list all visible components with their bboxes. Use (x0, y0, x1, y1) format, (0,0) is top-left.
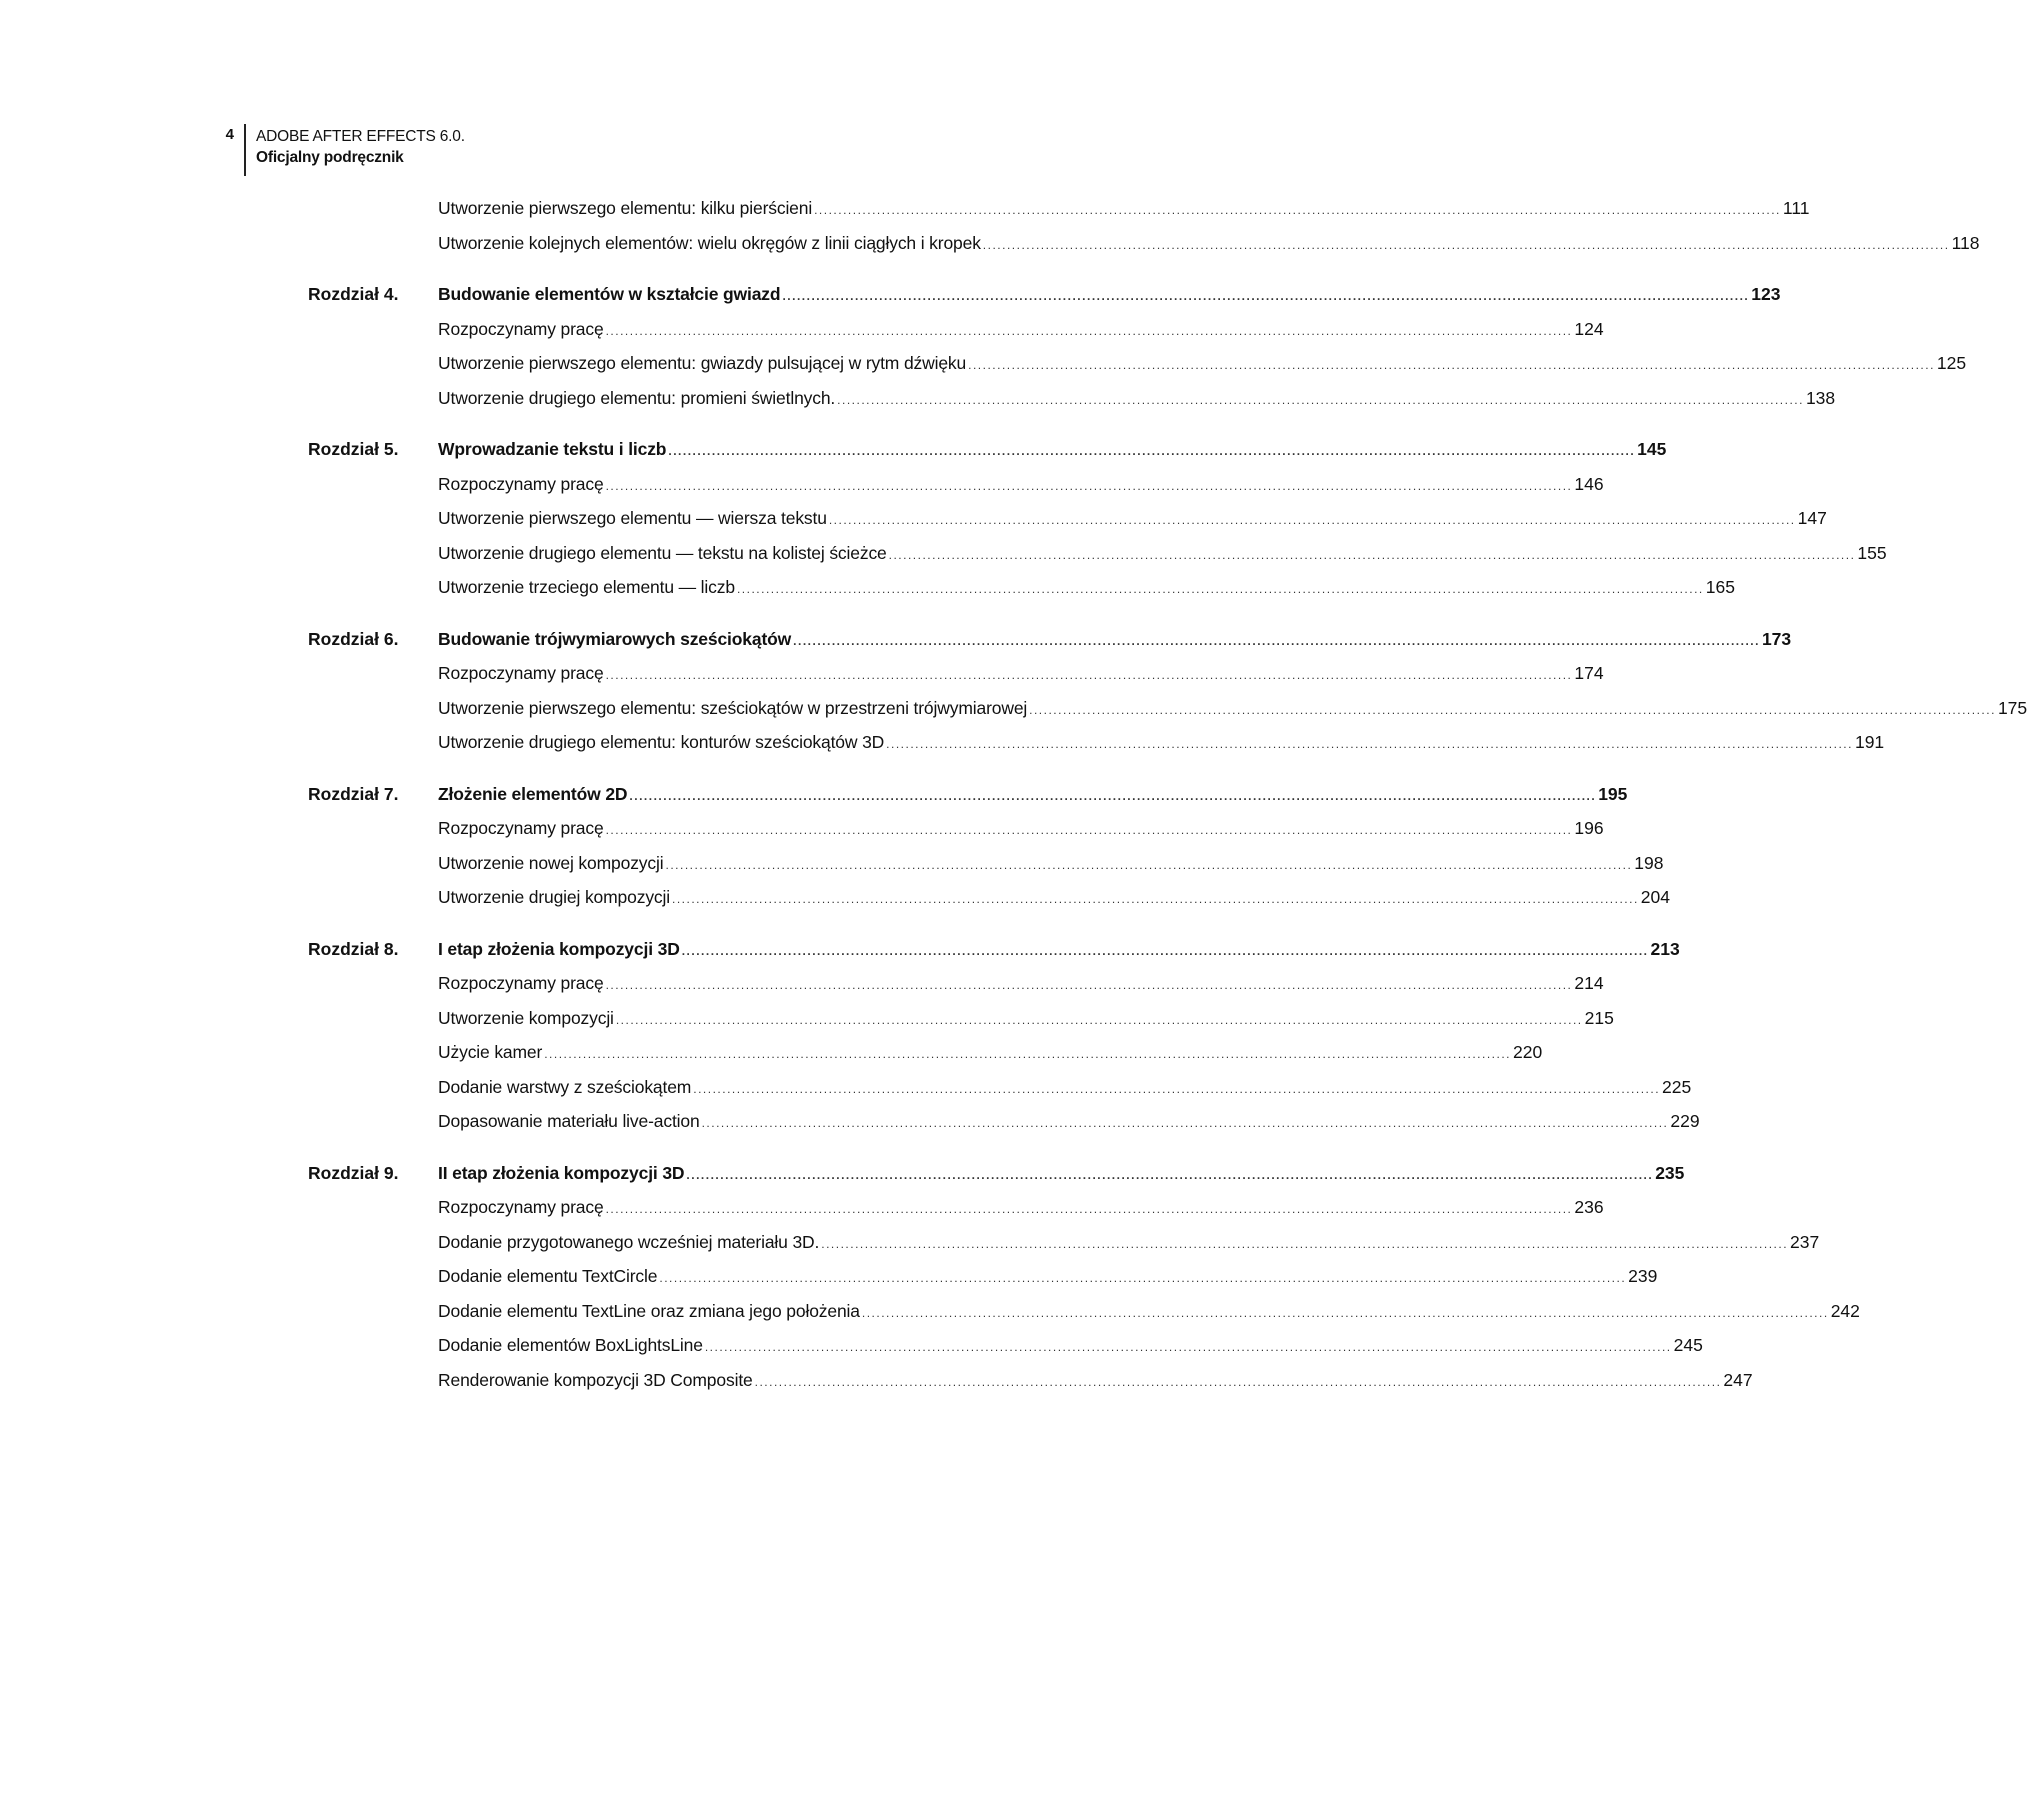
entry-title: Utworzenie drugiego elementu: konturów sześciokątów 3D (438, 732, 885, 752)
entry-title: Dodanie warstwy z sześciokątem (438, 1076, 692, 1097)
entry-title: Budowanie trójwymiarowych sześciokątów (438, 628, 792, 649)
toc-entry (438, 725, 1885, 762)
toc-entry (438, 536, 1887, 573)
entry-title: Utworzenie pierwszego elementu: kilku pierścieni (438, 198, 813, 218)
dot-leader: ........................................................................................................................................................................................................ (701, 1116, 1669, 1130)
entry-page-number: 235 (1655, 1162, 1685, 1183)
dot-leader: ........................................................................................................................................................................................................ (686, 1167, 1654, 1182)
dot-leader: ........................................................................................................................................................................................................ (837, 392, 1804, 407)
entry-page-number: 118 (1951, 232, 1980, 253)
entry-page-number: 175 (1997, 697, 2027, 718)
entry-page-number: 155 (1857, 542, 1887, 563)
table-of-contents (308, 191, 2027, 1397)
chapter-label: Rozdział 8. (308, 938, 399, 959)
entry-title: II etap złożenia kompozycji 3D (438, 1162, 685, 1183)
entry-page-number: 124 (1574, 318, 1604, 339)
toc-entry (438, 880, 1670, 917)
toc-chapter-row (308, 932, 1680, 967)
toc-entry-row (308, 1070, 1692, 1105)
entry-title: Utworzenie trzeciego elementu — liczb (438, 577, 735, 597)
entry-page-number: 225 (1662, 1076, 1692, 1097)
toc-chapter-row (308, 277, 1781, 312)
book-subtitle: Oficjalny podręcznik (256, 149, 404, 166)
toc-entry (438, 381, 1836, 418)
entry-title: Użycie kamer (438, 1042, 543, 1062)
entry-page-number: 220 (1513, 1042, 1543, 1062)
entry-page-number: 214 (1574, 973, 1604, 993)
entry-page-number: 145 (1637, 439, 1667, 459)
chapter-label: Rozdział 4. (308, 284, 399, 304)
toc-entry-row (308, 691, 2027, 726)
toc-entry (438, 432, 1667, 469)
dot-leader: ........................................................................................................................................................................................................ (665, 857, 1633, 872)
dot-leader: ........................................................................................................................................................................................................ (605, 1202, 1573, 1216)
dot-leader: ........................................................................................................................................................................................................ (888, 547, 1856, 562)
chapter-label: Rozdział 6. (308, 628, 399, 649)
entry-title: Rozpoczynamy pracę (438, 818, 604, 838)
toc-chapter-row (308, 1156, 1685, 1191)
entry-title: Dodanie elementu TextCircle (438, 1266, 658, 1286)
dot-leader: ........................................................................................................................................................................................................ (1029, 702, 1996, 717)
toc-entry-row (308, 1225, 1820, 1260)
dot-leader: ........................................................................................................................................................................................................ (672, 892, 1639, 906)
toc-entry (438, 191, 1810, 228)
toc-entry-row (308, 346, 1967, 381)
entry-title: Dodanie przygotowanego wcześniej materiału 3D. (438, 1231, 820, 1252)
page-number: 4 (225, 126, 234, 143)
entry-page-number: 174 (1574, 663, 1604, 683)
header-divider (244, 124, 246, 176)
entry-title: Rozpoczynamy pracę (438, 318, 604, 339)
dot-leader: ........................................................................................................................................................................................................ (704, 1340, 1672, 1354)
entry-page-number: 125 (1936, 353, 1967, 373)
toc-entry-row (308, 725, 1885, 760)
dot-leader: ........................................................................................................................................................................................................ (659, 1271, 1627, 1285)
dot-leader: ........................................................................................................................................................................................................ (828, 513, 1796, 527)
toc-entry (438, 811, 1604, 848)
entry-title: Wprowadzanie tekstu i liczb (438, 439, 667, 459)
entry-title: Złożenie elementów 2D (438, 783, 628, 804)
toc-entry (438, 1225, 1820, 1262)
entry-page-number: 191 (1854, 732, 1885, 752)
dot-leader: ........................................................................................................................................................................................................ (605, 668, 1573, 682)
entry-page-number: 204 (1640, 887, 1670, 907)
entry-title: Utworzenie kolejnych elementów: wielu okręgów z linii ciągłych i kropek (438, 232, 981, 253)
dot-leader: ........................................................................................................................................................................................................ (982, 237, 1950, 252)
toc-entry (438, 346, 1967, 383)
entry-title: Rozpoczynamy pracę (438, 973, 604, 993)
entry-title: Utworzenie pierwszego elementu: sześciokątów w przestrzeni trójwymiarowej (438, 697, 1028, 718)
entry-page-number: 138 (1805, 387, 1836, 408)
entry-title: Utworzenie drugiej kompozycji (438, 887, 670, 907)
toc-entry-row (308, 570, 1735, 605)
entry-page-number: 165 (1705, 577, 1735, 597)
entry-page-number: 239 (1628, 1266, 1658, 1286)
dot-leader: ........................................................................................................................................................................................................ (782, 289, 1750, 303)
toc-entry (438, 467, 1604, 504)
book-title: ADOBE AFTER EFFECTS 6.0. (256, 128, 465, 145)
dot-leader: ........................................................................................................................................................................................................ (821, 1236, 1789, 1251)
entry-page-number: 237 (1790, 1231, 1820, 1252)
dot-leader: ........................................................................................................................................................................................................ (544, 1047, 1511, 1061)
dot-leader: ........................................................................................................................................................................................................ (605, 823, 1573, 837)
toc-entry-row (308, 1328, 1703, 1363)
dot-leader: ........................................................................................................................................................................................................ (681, 943, 1649, 958)
entry-page-number: 245 (1673, 1335, 1703, 1355)
toc-entry-row (308, 811, 1604, 846)
entry-title: Renderowanie kompozycji 3D Composite (438, 1369, 753, 1390)
toc-entry-row (308, 312, 1604, 347)
toc-entry (438, 1001, 1614, 1038)
toc-entry (438, 777, 1628, 814)
toc-entry (438, 622, 1792, 659)
entry-page-number: 198 (1634, 852, 1664, 873)
entry-title: Rozpoczynamy pracę (438, 663, 604, 683)
toc-entry-row (308, 536, 1887, 571)
dot-leader: ........................................................................................................................................................................................................ (668, 444, 1636, 458)
dot-leader: ........................................................................................................................................................................................................ (629, 788, 1597, 803)
toc-chapter-row (308, 622, 1792, 657)
toc-entry (438, 570, 1735, 607)
header-titles (256, 126, 465, 168)
entry-title: Utworzenie nowej kompozycji (438, 852, 664, 873)
toc-entry-row (308, 846, 1664, 881)
entry-title: Dodanie elementu TextLine oraz zmiana jego położenia (438, 1300, 860, 1321)
dot-leader: ........................................................................................................................................................................................................ (693, 1081, 1661, 1096)
toc-entry-row (308, 1035, 1543, 1070)
toc-entry (438, 1035, 1543, 1072)
toc-entry (438, 1363, 1753, 1400)
toc-entry-row (308, 1363, 1753, 1398)
entry-page-number: 195 (1598, 783, 1628, 804)
dot-leader: ........................................................................................................................................................................................................ (886, 737, 1853, 751)
entry-title: Utworzenie drugiego elementu: promieni świetlnych. (438, 387, 836, 408)
toc-entry (438, 1104, 1700, 1141)
toc-entry-row (308, 966, 1604, 1001)
entry-title: Budowanie elementów w kształcie gwiazd (438, 284, 781, 304)
toc-entry-row (308, 1259, 1658, 1294)
chapter-label: Rozdział 7. (308, 783, 399, 804)
toc-entry (438, 966, 1604, 1003)
entry-title: I etap złożenia kompozycji 3D (438, 938, 680, 959)
toc-entry-row (308, 1294, 1860, 1329)
entry-page-number: 236 (1574, 1197, 1604, 1217)
toc-entry-row (308, 880, 1670, 915)
toc-entry (438, 226, 1980, 263)
entry-title: Rozpoczynamy pracę (438, 1197, 604, 1217)
entry-page-number: 229 (1670, 1111, 1700, 1131)
entry-page-number: 111 (1782, 198, 1810, 218)
entry-page-number: 173 (1761, 628, 1792, 649)
entry-page-number: 147 (1797, 508, 1827, 528)
toc-entry (438, 501, 1827, 538)
dot-leader: ........................................................................................................................................................................................................ (814, 203, 1781, 217)
entry-page-number: 196 (1574, 818, 1604, 838)
dot-leader: ........................................................................................................................................................................................................ (968, 358, 1935, 372)
dot-leader: ........................................................................................................................................................................................................ (754, 1374, 1722, 1389)
dot-leader: ........................................................................................................................................................................................................ (605, 323, 1573, 338)
toc-entry (438, 691, 2027, 728)
toc-entry-row (308, 656, 1604, 691)
entry-title: Utworzenie drugiego elementu — tekstu na kolistej ścieżce (438, 542, 887, 563)
toc-entry (438, 932, 1680, 969)
entry-title: Dopasowanie materiału live-action (438, 1111, 700, 1131)
dot-leader: ........................................................................................................................................................................................................ (736, 582, 1704, 596)
toc-entry-row (308, 191, 1810, 226)
toc-entry (438, 656, 1604, 693)
dot-leader: ........................................................................................................................................................................................................ (605, 978, 1573, 992)
toc-entry (438, 1156, 1685, 1193)
entry-page-number: 213 (1650, 938, 1680, 959)
entry-page-number: 242 (1830, 1300, 1860, 1321)
toc-entry-row (308, 381, 1836, 416)
toc-entry (438, 1190, 1604, 1227)
toc-entry (438, 1294, 1860, 1331)
entry-title: Utworzenie pierwszego elementu — wiersza tekstu (438, 508, 827, 528)
toc-entry (438, 312, 1604, 349)
toc-entry-row (308, 1190, 1604, 1225)
chapter-label: Rozdział 9. (308, 1162, 399, 1183)
entry-title: Utworzenie pierwszego elementu: gwiazdy pulsującej w rytm dźwięku (438, 353, 967, 373)
entry-title: Dodanie elementów BoxLightsLine (438, 1335, 703, 1355)
entry-title: Utworzenie kompozycji (438, 1007, 614, 1028)
dot-leader: ........................................................................................................................................................................................................ (861, 1305, 1829, 1320)
toc-entry (438, 1070, 1692, 1107)
toc-chapter-row (308, 432, 1667, 467)
toc-entry (438, 277, 1781, 314)
entry-page-number: 146 (1574, 473, 1604, 494)
toc-entry (438, 1328, 1703, 1365)
toc-chapter-row (308, 777, 1628, 812)
dot-leader: ........................................................................................................................................................................................................ (605, 478, 1573, 493)
entry-page-number: 215 (1584, 1007, 1614, 1028)
dot-leader: ........................................................................................................................................................................................................ (793, 633, 1760, 648)
dot-leader: ........................................................................................................................................................................................................ (615, 1012, 1583, 1027)
toc-entry-row (308, 467, 1604, 502)
entry-title: Rozpoczynamy pracę (438, 473, 604, 494)
toc-entry-row (308, 501, 1827, 536)
chapter-label: Rozdział 5. (308, 439, 399, 459)
toc-entry (438, 1259, 1658, 1296)
toc-entry-row (308, 1104, 1700, 1139)
toc-entry (438, 846, 1664, 883)
toc-entry-row (308, 226, 1980, 261)
toc-entry-row (308, 1001, 1614, 1036)
entry-page-number: 123 (1751, 284, 1781, 304)
entry-page-number: 247 (1723, 1369, 1753, 1390)
